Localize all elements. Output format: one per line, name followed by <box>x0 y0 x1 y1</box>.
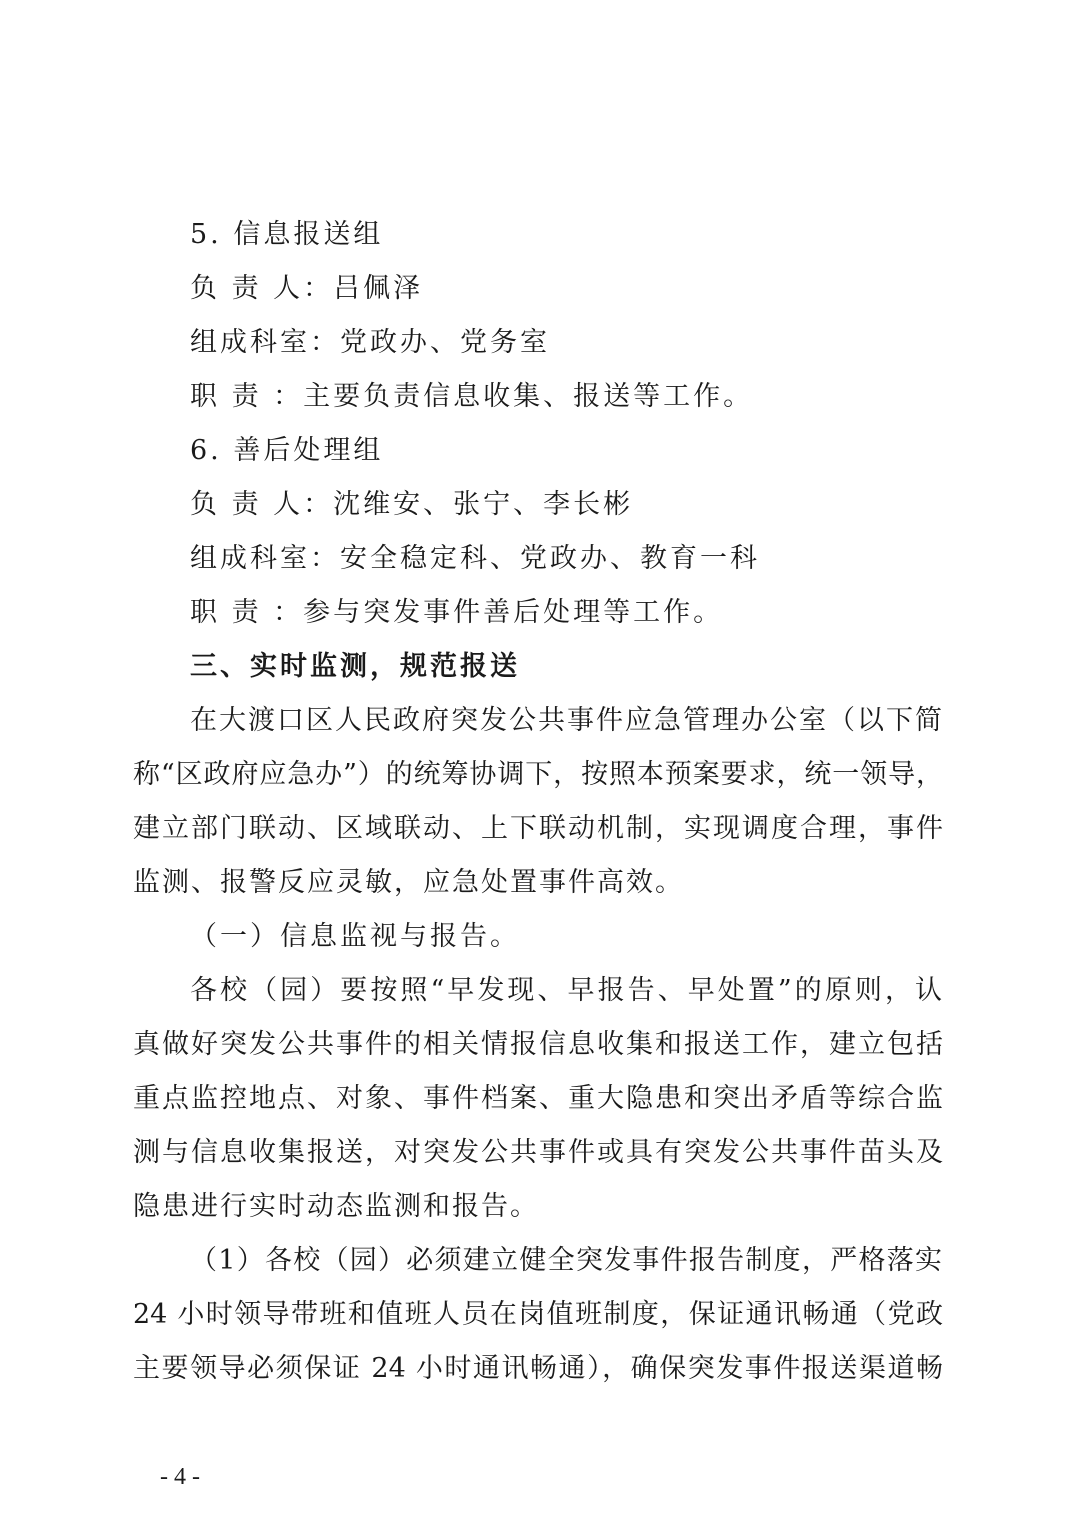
paragraph-line: 在大渡口区人民政府突发公共事件应急管理办公室（以下简 <box>190 705 942 736</box>
paragraph-line: 隐患进行实时动态监测和报告。 <box>133 1191 539 1222</box>
subsection-heading: （一）信息监视与报告。 <box>190 921 520 952</box>
paragraph-line: 建立部门联动、区域联动、上下联动机制，实现调度合理，事件 <box>133 813 943 844</box>
responsible-person-line: 负 责 人：沈维安、张宁、李长彬 <box>190 489 634 520</box>
paragraph-line: 测与信息收集报送，对突发公共事件或具有突发公共事件苗头及 <box>133 1137 943 1168</box>
section-heading-aftermath-group: 6. 善后处理组 <box>190 435 384 466</box>
paragraph-line: 监测、报警反应灵敏，应急处置事件高效。 <box>133 867 684 898</box>
paragraph-line: （1）各校（园）必须建立健全突发事件报告制度，严格落实 <box>190 1245 942 1276</box>
paragraph-line: 称“区政府应急办”）的统筹协调下，按照本预案要求，统一领导， <box>133 759 943 790</box>
page-number: - 4 - <box>160 1464 200 1490</box>
duties-line: 职 责 ：主要负责信息收集、报送等工作。 <box>190 381 754 412</box>
paragraph-line: 主要领导必须保证 24 小时通讯畅通），确保突发事件报送渠道畅 <box>133 1353 943 1384</box>
departments-line: 组成科室：党政办、党务室 <box>190 327 550 358</box>
section-heading-info-reporting-group: 5. 信息报送组 <box>190 219 384 250</box>
responsible-person-line: 负 责 人：吕佩泽 <box>190 273 424 304</box>
departments-line: 组成科室：安全稳定科、党政办、教育一科 <box>190 543 760 574</box>
section-heading-monitoring: 三、实时监测，规范报送 <box>190 651 520 682</box>
paragraph-line: 24 小时领导带班和值班人员在岗值班制度，保证通讯畅通（党政 <box>133 1299 943 1330</box>
duties-line: 职 责 ：参与突发事件善后处理等工作。 <box>190 597 724 628</box>
paragraph-line: 各校（园）要按照“早发现、早报告、早处置”的原则，认 <box>190 975 942 1006</box>
paragraph-line: 重点监控地点、对象、事件档案、重大隐患和突出矛盾等综合监 <box>133 1083 943 1114</box>
paragraph-line: 真做好突发公共事件的相关情报信息收集和报送工作，建立包括 <box>133 1029 943 1060</box>
